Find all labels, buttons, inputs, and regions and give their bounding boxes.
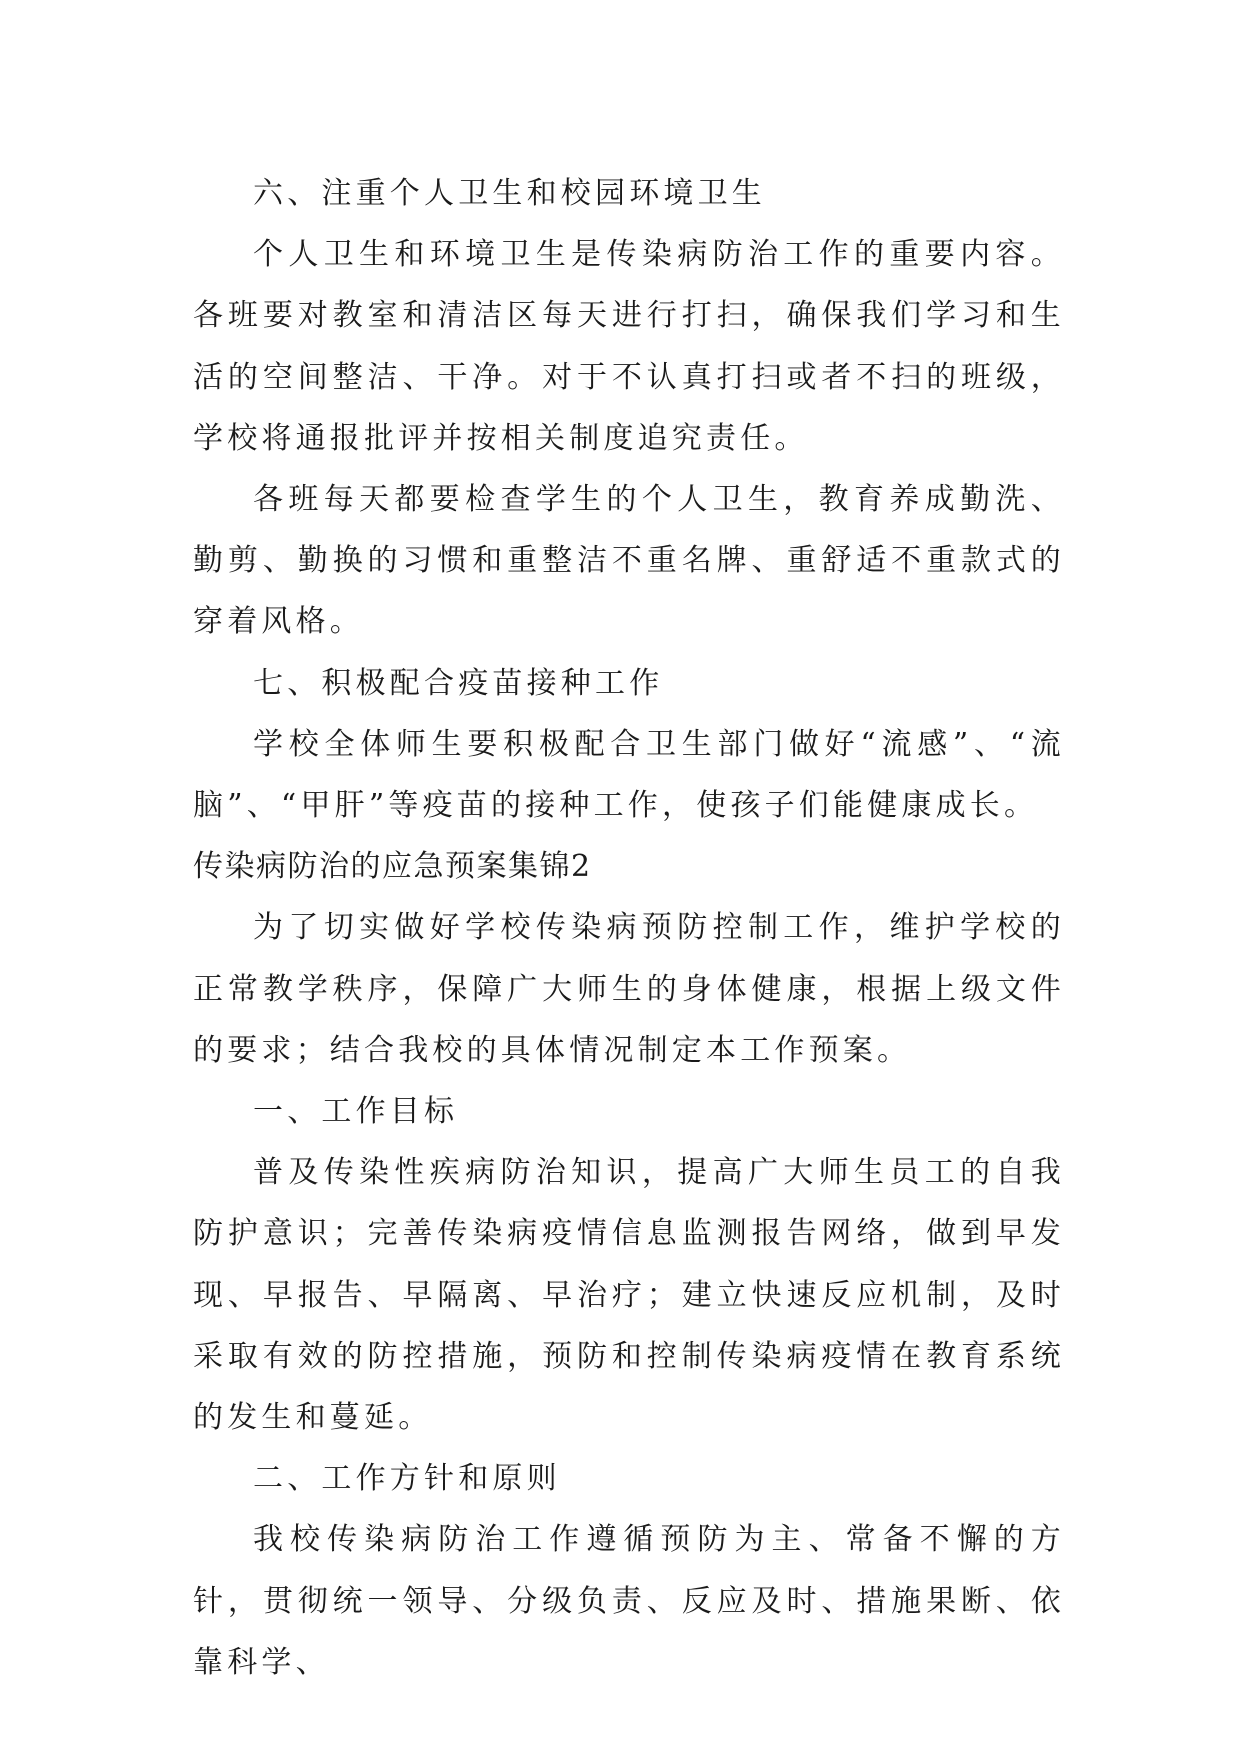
section-heading-one: 一、工作目标 <box>253 1094 459 1130</box>
paragraph-principles: 我校传染病防治工作遵循预防为主、常备不懈的方针，贯彻统一领导、分级负责、反应及时、措施果断、依靠科学、 <box>193 1522 1065 1680</box>
document-title: 传染病防治的应急预案集锦2 <box>193 849 592 885</box>
document-body <box>193 163 1065 1693</box>
paragraph-goals: 普及传染性疾病防治知识，提高广大师生员工的自我防护意识；完善传染病疫情信息监测报告网络，做到早发现、早报告、早隔离、早治疗；建立快速反应机制，及时采取有效的防控措施，预防和控制传染病疫情在教育系统的发生和蔓延。 <box>193 1155 1065 1436</box>
section-heading-seven: 七、积极配合疫苗接种工作 <box>253 665 664 701</box>
paragraph-vaccination: 学校全体师生要积极配合卫生部门做好“流感”、“流脑”、“甲肝”等疫苗的接种工作，使孩子们能健康成长。 <box>193 726 1065 824</box>
section-heading-six: 六、注重个人卫生和校园环境卫生 <box>253 176 766 211</box>
paragraph-intro: 为了切实做好学校传染病预防控制工作，维护学校的正常教学秩序，保障广大师生的身体健康，根据上级文件的要求；结合我校的具体情况制定本工作预案。 <box>193 910 1065 1068</box>
paragraph-hygiene-content: 个人卫生和环境卫生是传染病防治工作的重要内容。各班要对教室和清洁区每天进行打扫，确保我们学习和生活的空间整洁、干净。对于不认真打扫或者不扫的班级，学校将通报批评并按相关制度追究责任。 <box>193 237 1065 456</box>
section-heading-two: 二、工作方针和原则 <box>253 1461 561 1497</box>
paragraph-personal-hygiene: 各班每天都要检查学生的个人卫生，教育养成勤洗、勤剪、勤换的习惯和重整洁不重名牌、重舒适不重款式的穿着风格。 <box>193 482 1065 640</box>
